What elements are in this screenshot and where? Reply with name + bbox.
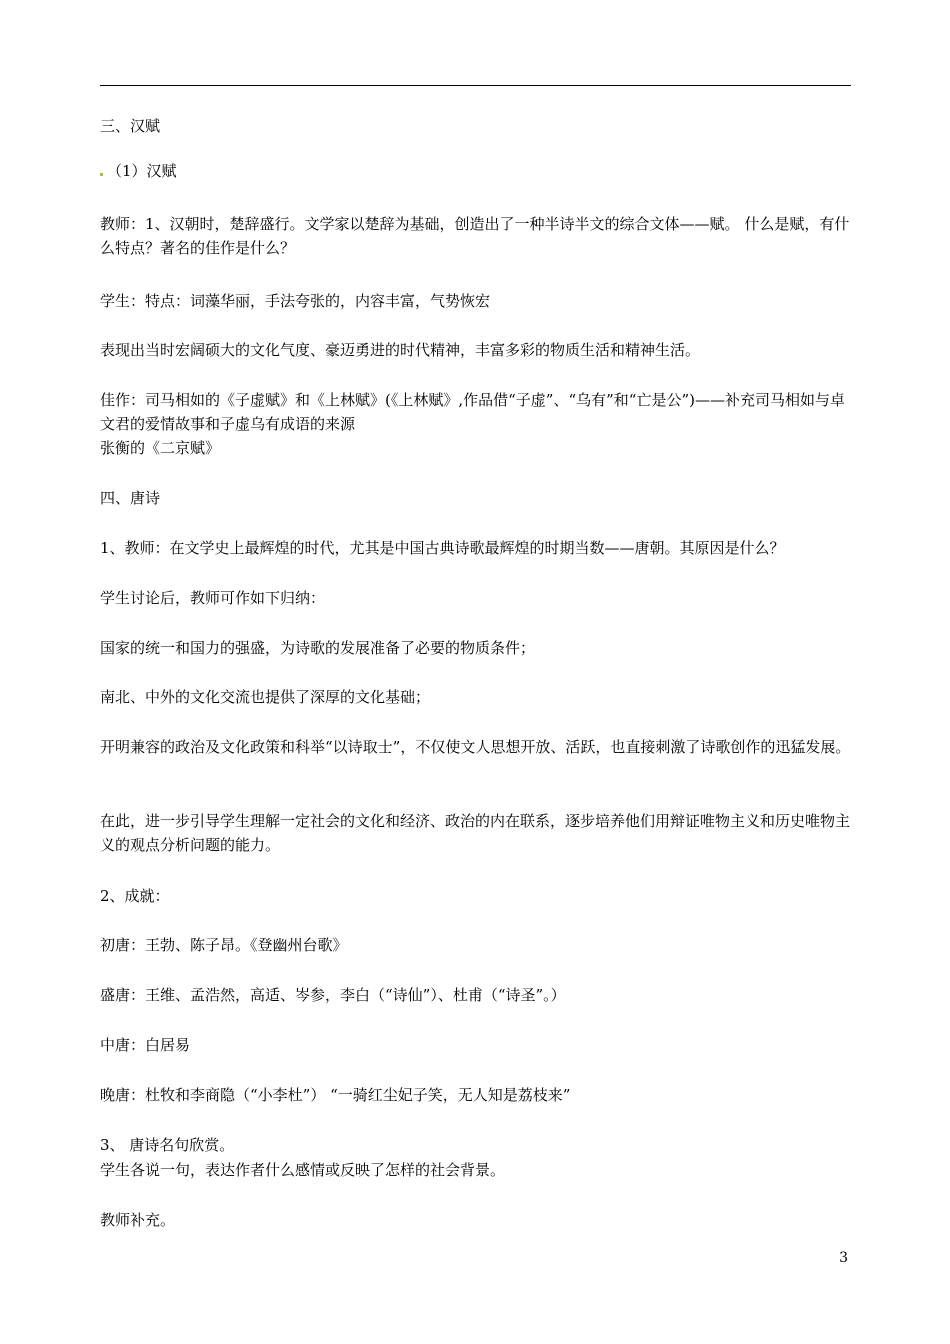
subheading-text: （1）汉赋 xyxy=(107,162,177,180)
paragraph-late-tang: 晚唐：杜牧和李商隐（“小李杜”） “一骑红尘妃子笑，无人知是荔枝来” xyxy=(100,1086,571,1104)
bullet-mark xyxy=(100,173,103,176)
paragraph-high-tang: 盛唐：王维、孟浩然，高适、岑参，李白（“诗仙”）、杜甫（“诗圣”。） xyxy=(100,986,566,1004)
section-heading-tang-poetry: 四、唐诗 xyxy=(100,489,161,507)
heading-famous-lines: 3、 唐诗名句欣赏。 xyxy=(100,1136,235,1154)
paragraph-teacher-tang-question: 1、教师：在文学史上最辉煌的时代，尤其是中国古典诗歌最辉煌的时期当数——唐朝。其原因是什么？ xyxy=(100,539,785,557)
paragraph-reason-policy: 开明兼容的政治及文化政策和科举“以诗取士”，不仅使文人思想开放、活跃，也直接刺激了诗歌创作的迅猛发展。 xyxy=(100,738,851,756)
subheading-han-fu xyxy=(100,159,852,183)
paragraph-masterpieces: 佳作：司马相如的《子虚赋》和《上林赋》(《上林赋》,作品借“子虚”、“乌有”和“亡是公”)——补充司马相如与卓文君的爱情故事和子虚乌有成语的来源 xyxy=(100,391,845,433)
paragraph-student-discussion: 学生讨论后，教师可作如下归纳： xyxy=(100,589,326,607)
paragraph-guidance: 在此，进一步引导学生理解一定社会的文化和经济、政治的内在联系，逐步培养他们用辩证唯物主义和历史唯物主义的观点分析问题的能力。 xyxy=(100,812,851,854)
page-number: 3 xyxy=(839,1250,848,1266)
paragraph-student-features: 学生：特点：词藻华丽，手法夸张的，内容丰富，气势恢宏 xyxy=(100,292,491,310)
paragraph-teacher-supplement: 教师补充。 xyxy=(100,1211,176,1229)
paragraph-mid-tang: 中唐：白居易 xyxy=(100,1036,191,1054)
paragraph-reason-unification: 国家的统一和国力的强盛，为诗歌的发展准备了必要的物质条件； xyxy=(100,639,536,657)
paragraph-reason-exchange: 南北、中外的文化交流也提供了深厚的文化基础； xyxy=(100,688,431,706)
paragraph-zhang-heng: 张衡的《二京赋》 xyxy=(100,439,221,457)
paragraph-cultural-spirit: 表现出当时宏阔硕大的文化气度、豪迈勇进的时代精神，丰富多彩的物质生活和精神生活。 xyxy=(100,341,701,359)
paragraph-teacher-fu-question: 教师：1、汉朝时，楚辞盛行。文学家以楚辞为基础，创造出了一种半诗半文的综合文体——赋。 什么是赋，有什么特点？著名的佳作是什么？ xyxy=(100,215,850,257)
paragraph-early-tang: 初唐：王勃、陈子昂。《登幽州台歌》 xyxy=(100,936,348,954)
heading-achievements: 2、成就： xyxy=(100,887,170,905)
header-rule xyxy=(100,85,851,86)
section-heading-han-fu: 三、汉赋 xyxy=(100,117,161,135)
paragraph-student-lines: 学生各说一句，表达作者什么感情或反映了怎样的社会背景。 xyxy=(100,1161,506,1179)
